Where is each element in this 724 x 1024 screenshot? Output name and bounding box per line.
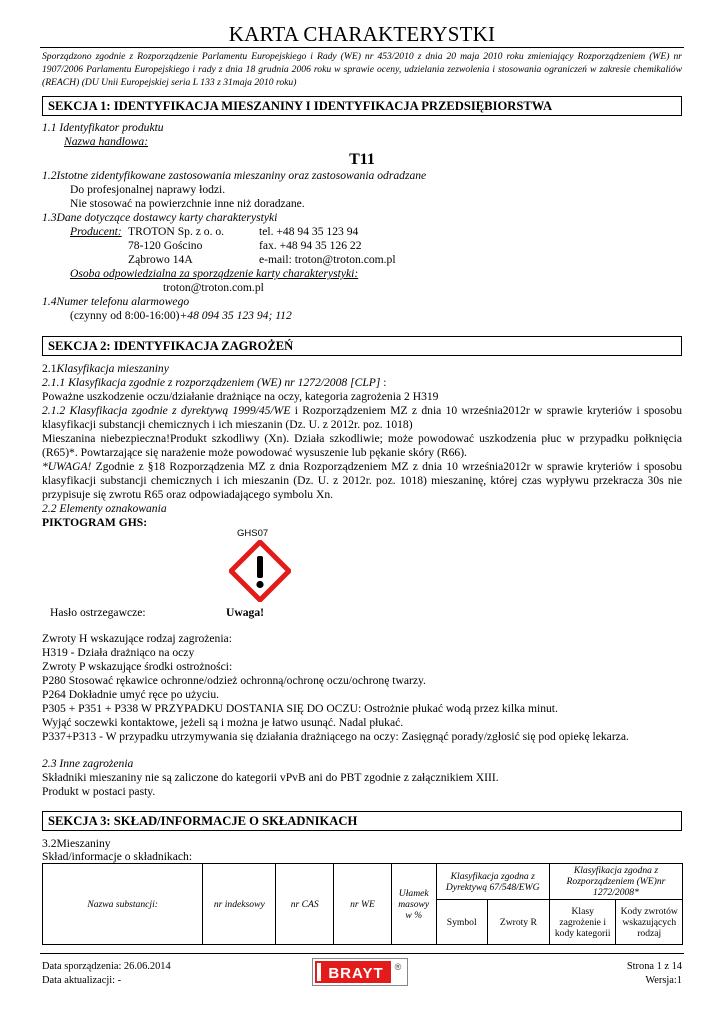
responsible-person-label: Osoba odpowiedzialna za sporządzenie karty charakterystyki: <box>70 267 359 280</box>
logo-text: BRAYT <box>328 965 384 982</box>
s2-1-2-label: 2.1.2 Klasyfikacja zgodnie z dyrektywą 1999/45/WE <box>42 404 291 417</box>
ghs-code: GHS07 <box>237 528 269 539</box>
signal-word: Uwaga! <box>226 606 264 619</box>
producer-label: Producent: <box>70 225 122 238</box>
exclamation-mark-hazard-icon <box>229 540 291 602</box>
s2-1-1-label <box>42 376 386 390</box>
col-we-number: nr WE <box>334 864 392 945</box>
emergency-phone: +48 094 35 123 94; 112 <box>179 309 292 322</box>
s1-3-label: 1.3Dane dotyczące dostawcy karty charakterystyki <box>42 211 278 224</box>
other-hazards-1: Składniki mieszaniny nie są zaliczone do kategorii vPvB ani do PBT zgodnie z załącznikiem XIII. <box>42 771 499 784</box>
h319-statement: H319 - Działa drażniąco na oczy <box>42 646 195 659</box>
producer-email[interactable]: e-mail: troton@troton.com.pl <box>259 253 396 266</box>
trade-name-label: Nazwa handlowa: <box>64 135 149 148</box>
responsible-email[interactable]: troton@troton.com.pl <box>163 281 264 294</box>
composition-table <box>42 863 683 945</box>
section-2-heading: SEKCJA 2: IDENTYFIKACJA ZAGROŻEŃ <box>42 336 682 356</box>
title-divider <box>40 47 684 48</box>
note-text: Zgodnie z §18 Rozporządzenia MZ z dnia Rozporządzeniem MZ z dnia 10 września2012r w sprawie kryteriów i sposobu klasyfikacji substancji chemicznych i ich mieszanin (Dz. U. z 2012r. poz. 1018) mieszaninę, której czas wypływu przekracza 30s nie przypisuje się zwrotu R65 oraz odpowiadającego symbolu Xn. <box>42 460 682 501</box>
s2-1-2-paragraph <box>42 404 682 432</box>
col-substance-name: Nazwa substancji: <box>43 864 203 945</box>
producer-address-3: Ząbrowo 14A <box>128 253 193 266</box>
signal-word-label: Hasło ostrzegawcze: <box>50 606 146 619</box>
group-directive-classification: Klasyfikacja zgodna z Dyrektywą 67/548/EWG <box>436 864 549 900</box>
date-created: Data sporządzenia: 26.06.2014 <box>42 961 171 972</box>
producer-address-1: TROTON Sp. z o. o. <box>128 225 225 238</box>
group-clp-classification: Klasyfikacja zgodna z Rozporządzeniem (WE)nr 1272/2008* <box>549 864 682 900</box>
version: Wersja:1 <box>645 975 682 986</box>
emergency-line <box>70 309 292 323</box>
col-r-phrases: Zwroty R <box>487 900 549 945</box>
p-statements-header: Zwroty P wskazujące środki ostrożności: <box>42 660 233 673</box>
regulation-intro: Sporządzono zgodnie z Rozporządzenie Parlamentu Europejskiego i Rady (WE) nr 453/2010 z dnia 20 maja 2010 roku zmieniający Rozporządzeniem (WE) nr 1907/2006 Parlamentu Europejskiego i rady z dnia 18 grudnia 2006 roku w sprawie oceny, udzielania zezwolenia i stosowania ograniczeń w zakresie chemikaliów (REACH) (DU Unii Europejskiej seria L 133 z 31maja 2010 roku) <box>42 51 682 88</box>
s1-1-label: 1.1 Identyfikator produktu <box>42 121 164 134</box>
p305-statement-cont: Wyjąć soczewki kontaktowe, jeżeli są i można je łatwo usunąć. Nadal płukać. <box>42 716 404 729</box>
s2-3-label: 2.3 Inne zagrożenia <box>42 757 134 770</box>
s1-2-label: 1.2Istotne zidentyfikowane zastosowania mieszaniny oraz zastosowania odradzane <box>42 169 427 182</box>
section-1-heading: SEKCJA 1: IDENTYFIKACJA MIESZANINY I IDENTYFIKACJA PRZEDSIĘBIORSTWA <box>42 96 682 116</box>
col-index-number: nr indeksowy <box>203 864 276 945</box>
use-line-1: Do profesjonalnej naprawy łodzi. <box>70 183 226 196</box>
s2-2-label: 2.2 Elementy oznakowania <box>42 502 167 515</box>
p264-statement: P264 Dokładnie umyć ręce po użyciu. <box>42 688 220 701</box>
p305-statement: P305 + P351 + P338 W PRZYPADKU DOSTANIA SIĘ DO OCZU: Ostrożnie płukać wodą przez kilka minut. <box>42 702 558 715</box>
composition-label: Skład/informacje o składnikach: <box>42 850 193 863</box>
brayt-logo <box>312 958 408 986</box>
note-label: *UWAGA! <box>42 460 92 473</box>
col-hazard-classes: Klasy zagrożenie i kody kategorii <box>549 900 616 945</box>
document-title: KARTA CHARAKTERYSTKI <box>228 22 496 46</box>
s2-1-text: Klasyfikacja mieszaniny <box>56 362 169 375</box>
footer-divider <box>40 953 684 954</box>
page-number: Strona 1 z 14 <box>626 961 682 972</box>
col-hazard-codes: Kody zwrotów wskazujących rodzaj <box>616 900 683 945</box>
h-statements-header: Zwroty H wskazujące rodzaj zagrożenia: <box>42 632 232 645</box>
producer-fax: fax. +48 94 35 126 22 <box>259 239 362 252</box>
s2-1-1-text: 2.1.1 Klasyfikacja zgodnie z rozporządzeniem (WE) nr 1272/2008 [CLP] <box>42 376 381 389</box>
s2-1-2-text: i Rozporządzeniem MZ z dnia 10 września2012r w sprawie kryteriów i sposobu klasyfikacji substancji chemicznych i ich mieszanin (Dz. U. z 2012r. poz. 1018) <box>42 404 682 431</box>
s1-4-label: 1.4Numer telefonu alarmowego <box>42 295 190 308</box>
col-mass-fraction: Ułamek masowy w % <box>391 864 436 945</box>
producer-address-2: 78-120 Gościno <box>128 239 203 252</box>
producer-phone: tel. +48 94 35 123 94 <box>259 225 359 238</box>
s2-1-number: 2.1 <box>42 362 57 375</box>
clp-classification: Poważne uszkodzenie oczu/działanie drażniące na oczy, kategoria zagrożenia 2 H319 <box>42 390 439 403</box>
col-symbol: Symbol <box>436 900 487 945</box>
emergency-hours: (czynny od 8:00-16:00) <box>70 309 180 322</box>
s3-2-label: 3.2Mieszaniny <box>42 837 111 850</box>
note-paragraph <box>42 460 682 502</box>
use-line-2: Nie stosować na powierzchnie inne niż doradzane. <box>70 197 305 210</box>
s2-1-1-suffix: : <box>380 376 387 389</box>
directive-classification: Mieszanina niebezpieczna!Produkt szkodliwy (Xn). Działa szkodliwie; może powodować uszkodzenia płuc w przypadku połknięcia (R65)*. Powtarzające się narażenie może powodować wysuszenie lub pękanie skóry (R66). <box>42 432 682 459</box>
p337-statement: P337+P313 - W przypadku utrzymywania się działania drażniącego na oczy: Zasięgnąć porady/zgłosić się pod opiekę lekarza. <box>42 730 629 743</box>
other-hazards-2: Produkt w postaci pasty. <box>42 785 156 798</box>
s2-1-label <box>42 362 169 376</box>
section-3-heading: SEKCJA 3: SKŁAD/INFORMACJE O SKŁADNIKACH <box>42 811 682 831</box>
col-cas-number: nr CAS <box>276 864 334 945</box>
product-name: T11 <box>349 151 375 168</box>
p280-statement: P280 Stosować rękawice ochronne/odzież ochronną/ochronę oczu/ochronę twarzy. <box>42 674 426 687</box>
pictogram-label: PIKTOGRAM GHS: <box>42 516 148 529</box>
date-updated: Data aktualizacji: - <box>42 975 122 986</box>
logo-registered-mark: ® <box>394 962 402 972</box>
